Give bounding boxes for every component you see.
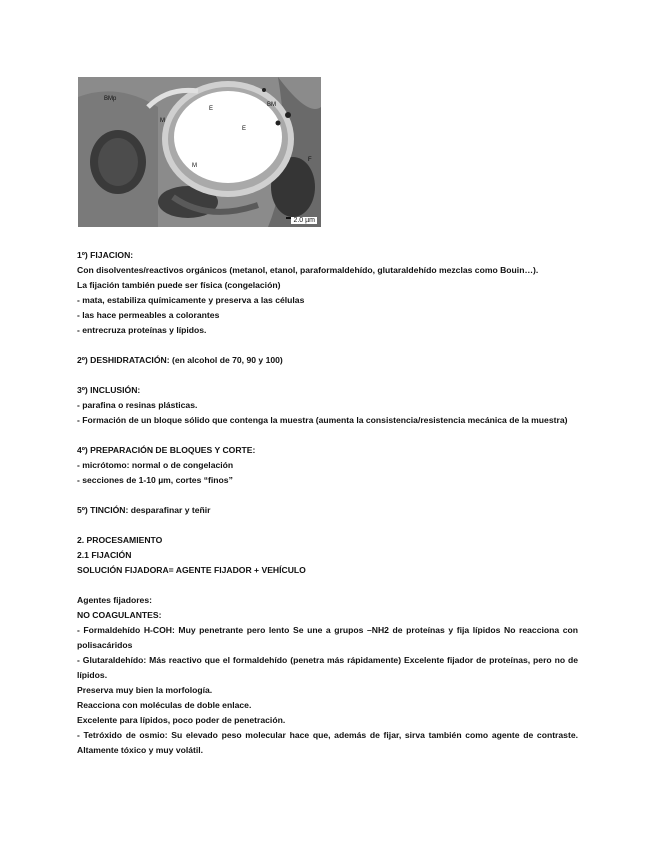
label-e2: E	[242, 126, 247, 132]
section-4-line: - micrótomo: normal o de congelación	[77, 460, 234, 470]
fixing-solution-formula: SOLUCIÓN FIJADORA= AGENTE FIJADOR + VEHÍCULO	[77, 565, 306, 575]
label-m1: M	[160, 118, 165, 124]
section-2-title: 2º) DESHIDRATACIÓN: (en alcohol de 70, 90 y 100)	[77, 355, 283, 365]
glutaraldehyde-note: Excelente para lípidos, poco poder de penetración.	[77, 715, 286, 725]
electron-micrograph	[78, 77, 321, 227]
glutaraldehyde-note: Reacciona con moléculas de doble enlace.	[77, 700, 252, 710]
document-body	[77, 248, 578, 758]
section-1-title: 1º) FIJACION:	[77, 250, 134, 260]
label-f: F	[308, 157, 312, 163]
processing-subheading: 2.1 FIJACIÓN	[77, 550, 132, 560]
scale-bar-label: 2.0 µm	[293, 217, 315, 224]
glutaraldehyde-item: - Glutaraldehído: Más reactivo que el formaldehído (penetra más rápidamente) Excelente fijador de proteínas, pero no de lípidos.	[77, 655, 578, 680]
section-1-line: - entrecruza proteínas y lípidos.	[77, 325, 207, 335]
glutaraldehyde-note: Preserva muy bien la morfología.	[77, 685, 213, 695]
section-1-line: - mata, estabiliza químicamente y preserva a las células	[77, 295, 305, 305]
section-3-title: 3º) INCLUSIÓN:	[77, 385, 141, 395]
formaldehyde-item: - Formaldehído H-COH: Muy penetrante pero lento Se une a grupos –NH2 de proteínas y fija lípidos No reacciona con polisacáridos	[77, 625, 578, 650]
section-1-line: - las hace permeables a colorantes	[77, 310, 220, 320]
section-3-line: - Formación de un bloque sólido que contenga la muestra (aumenta la consistencia/resistencia mecánica de la muestra)	[77, 415, 568, 425]
section-5-title: 5º) TINCIÓN: desparafinar y teñir	[77, 505, 211, 515]
section-3-line: - parafina o resinas plásticas.	[77, 400, 198, 410]
section-4-line: - secciones de 1-10 µm, cortes “finos”	[77, 475, 233, 485]
section-1-line: La fijación también puede ser física (congelación)	[77, 280, 281, 290]
section-4-title: 4º) PREPARACIÓN DE BLOQUES Y CORTE:	[77, 445, 256, 455]
label-e1: E	[209, 106, 214, 112]
osmium-item: - Tetróxido de osmio: Su elevado peso molecular hace que, además de fijar, sirva también como agente de contraste. Altamente tóxico y muy volátil.	[77, 730, 578, 755]
agents-title: Agentes fijadores:	[77, 595, 152, 605]
label-bmp: BMp	[104, 96, 117, 102]
non-coagulant-heading: NO COAGULANTES:	[77, 610, 162, 620]
label-bm: BM	[267, 102, 276, 108]
label-m2: M	[192, 163, 197, 169]
section-1-line: Con disolventes/reactivos orgánicos (metanol, etanol, paraformaldehído, glutaraldehído mezclas como Bouin…).	[77, 265, 539, 275]
processing-heading: 2. PROCESAMIENTO	[77, 535, 163, 545]
